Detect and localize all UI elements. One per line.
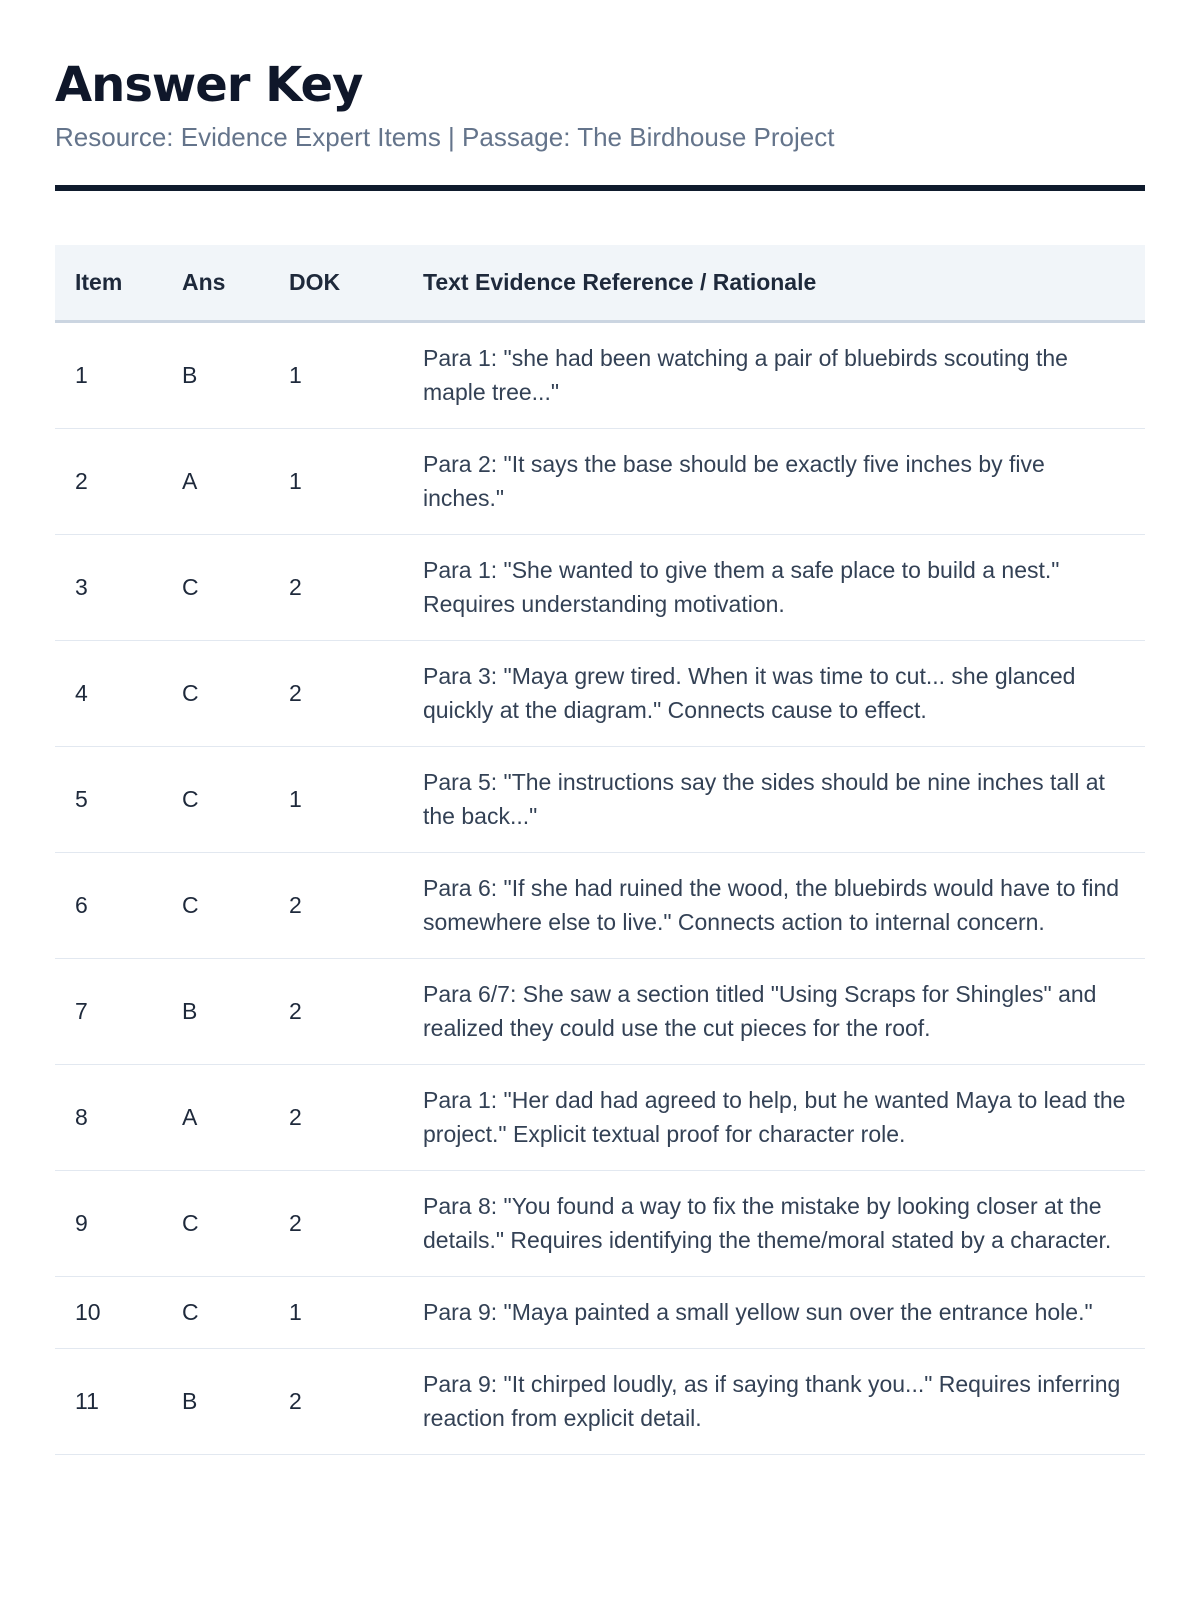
table-row [55, 1348, 1145, 1454]
column-header-item: Item [55, 245, 162, 321]
page-title: Answer Key [55, 57, 363, 113]
dok-cell: 2 [269, 1170, 403, 1276]
item-cell: 2 [55, 428, 162, 534]
item-cell: 11 [55, 1348, 162, 1454]
item-cell: 4 [55, 640, 162, 746]
dok-cell: 2 [269, 534, 403, 640]
column-header-answer: Ans [162, 245, 269, 321]
item-cell: 10 [55, 1276, 162, 1348]
dok-cell: 2 [269, 1064, 403, 1170]
table-row [55, 321, 1145, 428]
answer-cell: A [162, 428, 269, 534]
dok-cell: 1 [269, 428, 403, 534]
rationale-cell: Para 5: "The instructions say the sides should be nine inches tall at the back..." [403, 746, 1145, 852]
rationale-cell: Para 1: "She wanted to give them a safe place to build a nest." Requires understanding motivation. [403, 534, 1145, 640]
column-header-rationale: Text Evidence Reference / Rationale [403, 245, 1145, 321]
table-row [55, 428, 1145, 534]
table-row [55, 1276, 1145, 1348]
rationale-cell: Para 9: "It chirped loudly, as if saying thank you..." Requires inferring reaction from explicit detail. [403, 1348, 1145, 1454]
dok-cell: 1 [269, 746, 403, 852]
answer-cell: C [162, 640, 269, 746]
table-body [55, 321, 1145, 1454]
answer-cell: C [162, 534, 269, 640]
rationale-cell: Para 8: "You found a way to fix the mistake by looking closer at the details." Requires identifying the theme/moral stated by a character. [403, 1170, 1145, 1276]
page-subtitle: Resource: Evidence Expert Items | Passage: The Birdhouse Project [55, 122, 835, 152]
dok-cell: 1 [269, 1276, 403, 1348]
answer-cell: A [162, 1064, 269, 1170]
answer-cell: B [162, 1348, 269, 1454]
rationale-cell: Para 9: "Maya painted a small yellow sun over the entrance hole." [403, 1276, 1145, 1348]
table-row [55, 1170, 1145, 1276]
answer-cell: B [162, 958, 269, 1064]
item-cell: 1 [55, 321, 162, 428]
table-row [55, 852, 1145, 958]
item-cell: 6 [55, 852, 162, 958]
rationale-cell: Para 2: "It says the base should be exactly five inches by five inches." [403, 428, 1145, 534]
dok-cell: 2 [269, 1348, 403, 1454]
table-row [55, 746, 1145, 852]
rationale-cell: Para 6: "If she had ruined the wood, the bluebirds would have to find somewhere else to live." Connects action to internal concern. [403, 852, 1145, 958]
answer-cell: C [162, 1276, 269, 1348]
dok-cell: 2 [269, 640, 403, 746]
answer-cell: B [162, 321, 269, 428]
dok-cell: 1 [269, 321, 403, 428]
item-cell: 8 [55, 1064, 162, 1170]
header-divider [55, 185, 1145, 191]
rationale-cell: Para 1: "she had been watching a pair of bluebirds scouting the maple tree..." [403, 321, 1145, 428]
rationale-cell: Para 1: "Her dad had agreed to help, but he wanted Maya to lead the project." Explicit textual proof for character role. [403, 1064, 1145, 1170]
item-cell: 3 [55, 534, 162, 640]
table-row [55, 534, 1145, 640]
answer-cell: C [162, 746, 269, 852]
item-cell: 7 [55, 958, 162, 1064]
rationale-cell: Para 3: "Maya grew tired. When it was time to cut... she glanced quickly at the diagram." Connects cause to effect. [403, 640, 1145, 746]
dok-cell: 2 [269, 852, 403, 958]
table-row [55, 958, 1145, 1064]
answer-cell: C [162, 1170, 269, 1276]
table-row [55, 1064, 1145, 1170]
dok-cell: 2 [269, 958, 403, 1064]
table-header-row [55, 245, 1145, 321]
column-header-dok: DOK [269, 245, 403, 321]
table-row [55, 640, 1145, 746]
item-cell: 5 [55, 746, 162, 852]
item-cell: 9 [55, 1170, 162, 1276]
answer-cell: C [162, 852, 269, 958]
rationale-cell: Para 6/7: She saw a section titled "Using Scraps for Shingles" and realized they could use the cut pieces for the roof. [403, 958, 1145, 1064]
table-header [55, 245, 1145, 321]
answer-key-table [55, 245, 1145, 1455]
